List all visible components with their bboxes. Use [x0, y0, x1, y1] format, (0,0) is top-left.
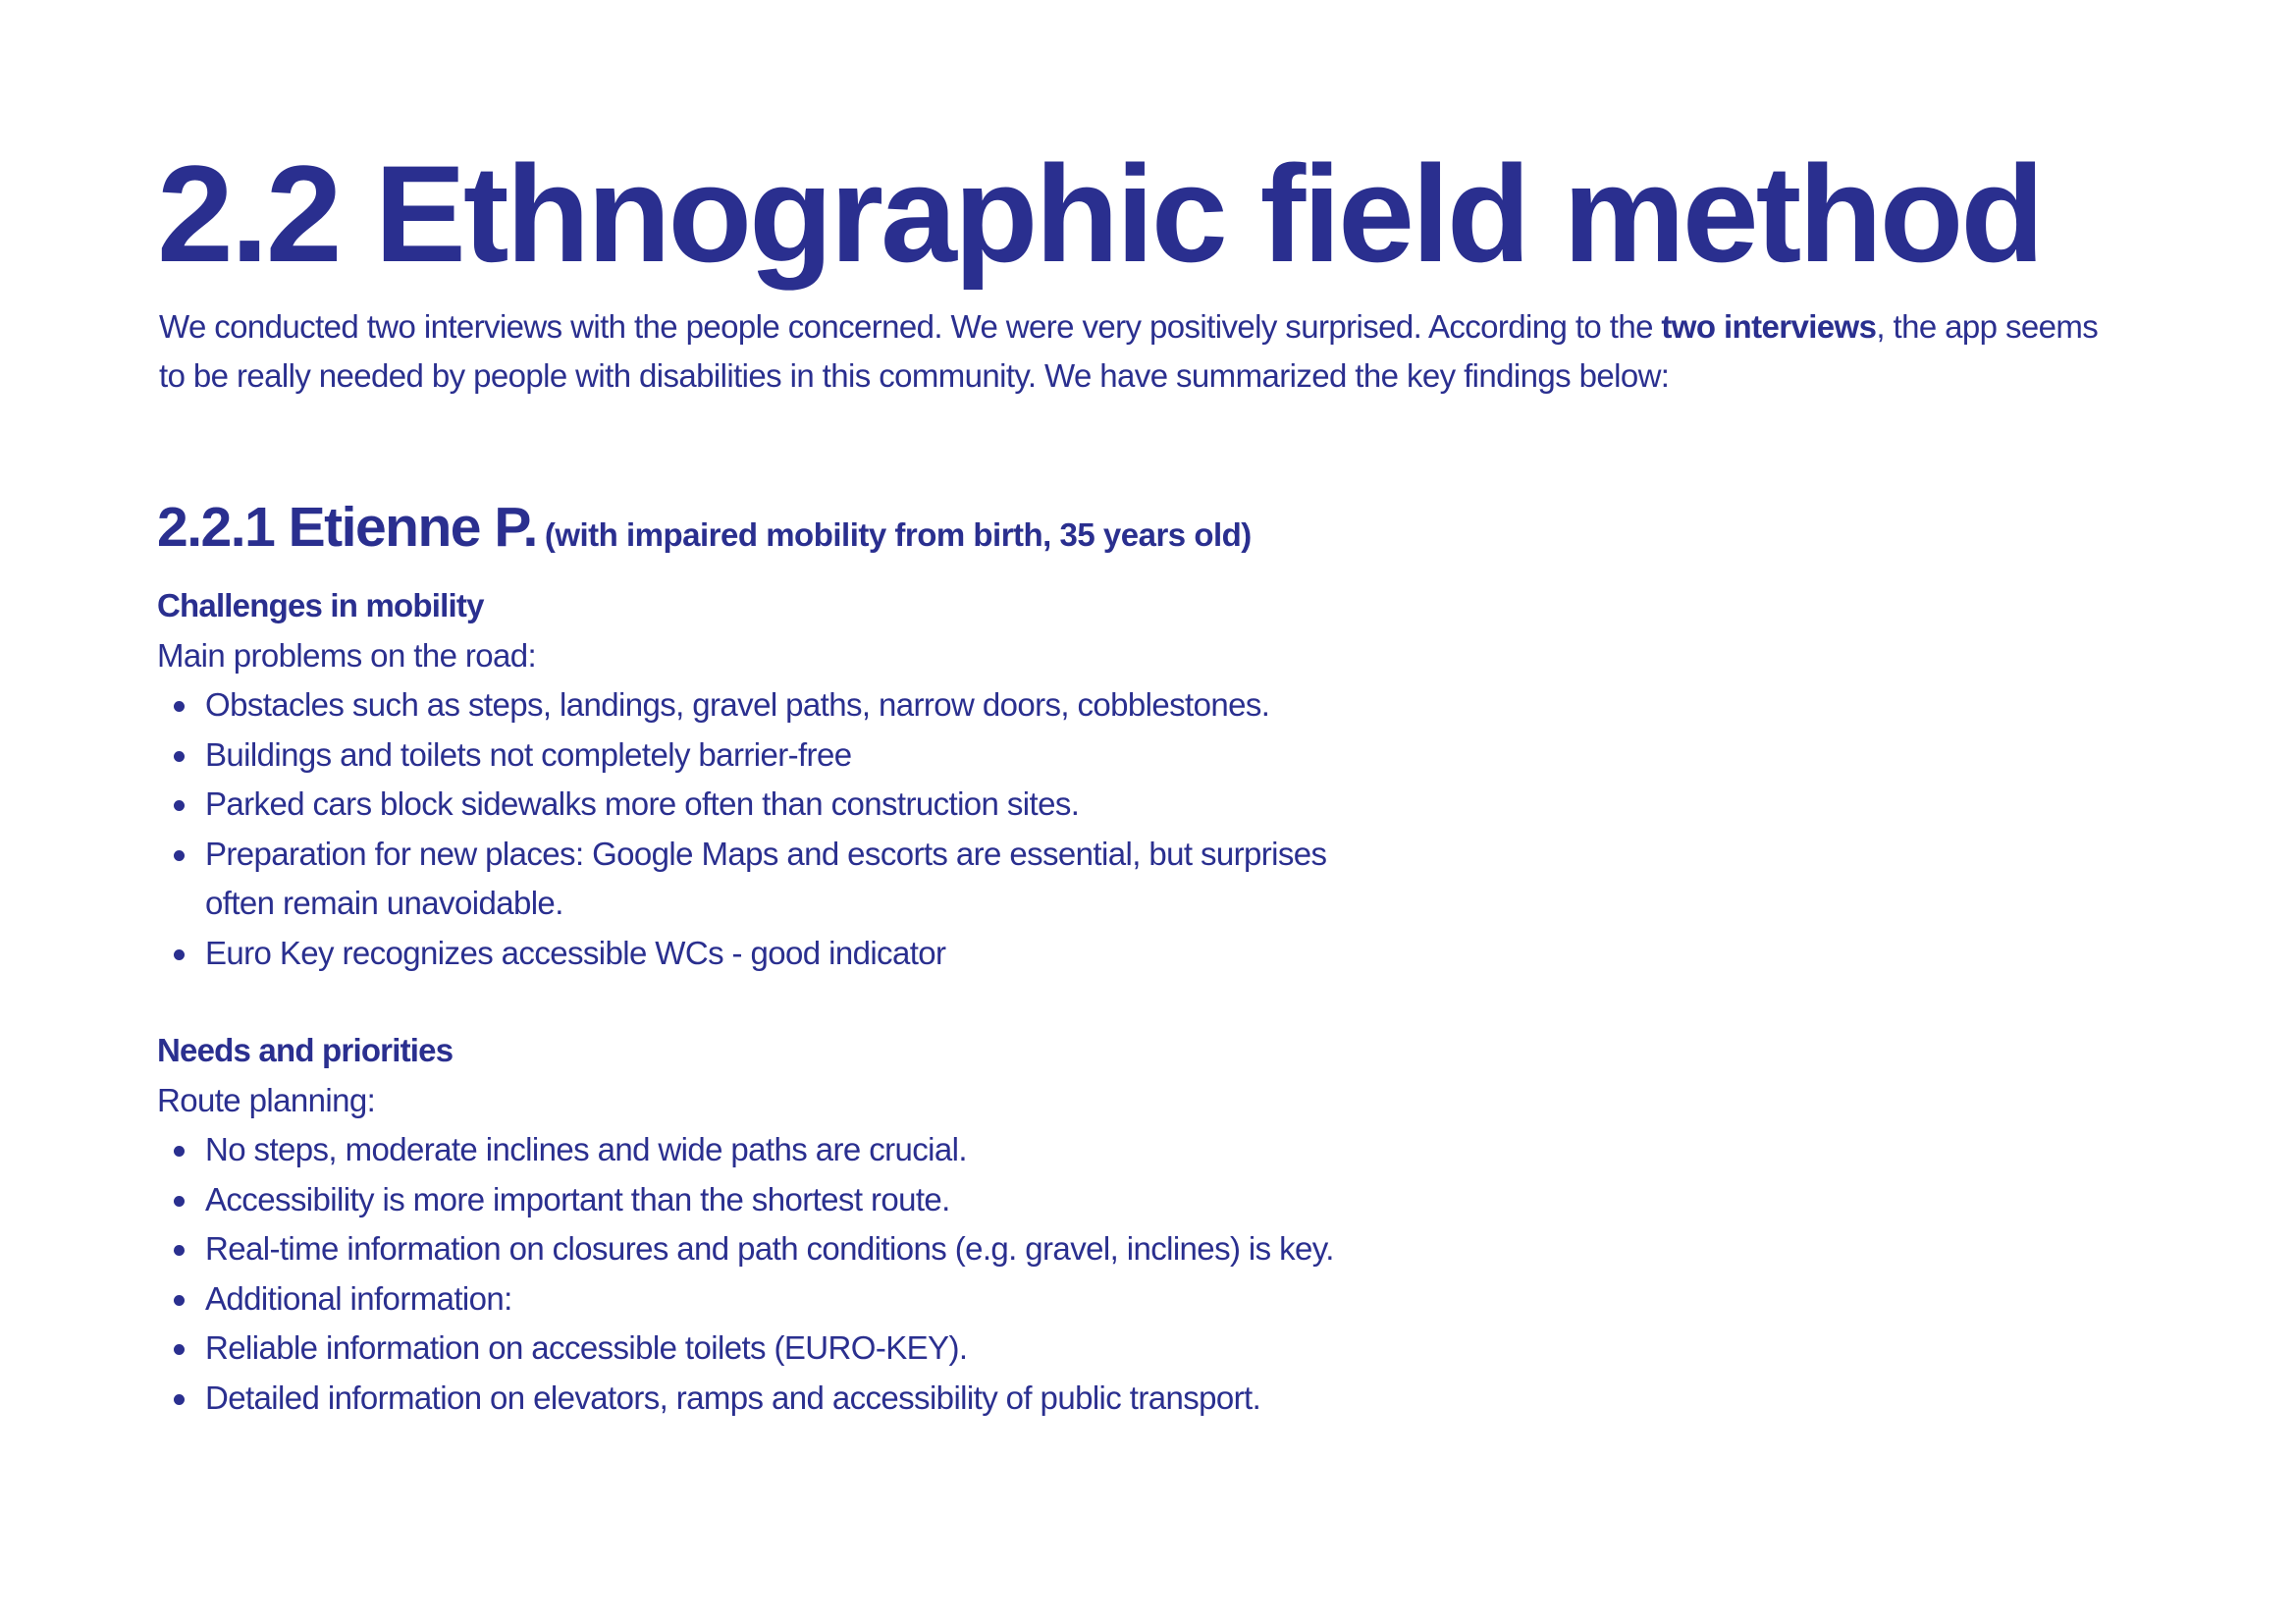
list-item-text: Detailed information on elevators, ramps and accessibility of public transport.: [205, 1379, 1261, 1416]
bullet-icon: [174, 1344, 185, 1355]
bullet-icon: [174, 800, 185, 811]
list-item-text: Euro Key recognizes accessible WCs - good indicator: [205, 934, 946, 971]
list-item: [157, 780, 1374, 830]
list-item-text: Additional information:: [205, 1279, 512, 1317]
list-item: [157, 1224, 1374, 1274]
needs-title: Needs and priorities: [157, 1032, 454, 1068]
bullet-icon: [174, 1196, 185, 1207]
list-item: [157, 1175, 1374, 1225]
list-item: [157, 1274, 1374, 1325]
list-item-text: Accessibility is more important than the shortest route.: [205, 1180, 950, 1217]
list-item: [157, 680, 1374, 730]
list-item-text: Buildings and toilets not completely barrier-free: [205, 735, 852, 773]
list-item: [157, 929, 1374, 979]
person-heading: [157, 493, 1252, 562]
list-item-text: Parked cars block sidewalks more often than construction sites.: [205, 785, 1080, 822]
bullet-icon: [174, 1295, 185, 1306]
intro-text-start: We conducted two interviews with the people concerned. We were very positively surprised. According to the: [159, 308, 1662, 345]
challenges-list: [157, 680, 1374, 978]
bullet-icon: [174, 1394, 185, 1405]
bullet-icon: [174, 701, 185, 712]
person-meta: (with impaired mobility from birth, 35 years old): [544, 516, 1252, 553]
list-item: [157, 730, 1374, 781]
list-item: [157, 1324, 1374, 1374]
intro-text-bold: two interviews: [1661, 308, 1877, 345]
person-name: 2.2.1 Etienne P.: [157, 496, 537, 559]
list-item-text: Real-time information on closures and path conditions (e.g. gravel, inclines) is key.: [205, 1230, 1334, 1267]
list-item-text: Obstacles such as steps, landings, gravel paths, narrow doors, cobblestones.: [205, 686, 1270, 723]
bullet-icon: [174, 1146, 185, 1157]
intro-paragraph: [159, 302, 2132, 401]
challenges-lead: Main problems on the road:: [157, 636, 537, 674]
bullet-icon: [174, 850, 185, 861]
list-item: [157, 830, 1374, 929]
needs-section: [157, 1026, 1374, 1423]
bullet-icon: [174, 751, 185, 762]
intro-text-end: , the app seems to be really needed by people with disabilities in this community. We have summarized the key findings below:: [159, 308, 2099, 394]
challenges-title: Challenges in mobility: [157, 587, 484, 623]
list-item: [157, 1125, 1374, 1175]
list-item-text: Preparation for new places: Google Maps and escorts are essential, but surprises often remain unavoidable.: [205, 835, 1327, 921]
list-item: [157, 1374, 1374, 1424]
bullet-icon: [174, 1245, 185, 1256]
list-item-text: Reliable information on accessible toilets (EURO-KEY).: [205, 1329, 968, 1366]
bullet-icon: [174, 949, 185, 960]
needs-lead: Route planning:: [157, 1081, 376, 1118]
page-title: 2.2 Ethnographic field method: [157, 136, 2042, 291]
list-item-text: No steps, moderate inclines and wide paths are crucial.: [205, 1131, 967, 1167]
challenges-section: [157, 581, 1374, 978]
needs-list: [157, 1125, 1374, 1423]
